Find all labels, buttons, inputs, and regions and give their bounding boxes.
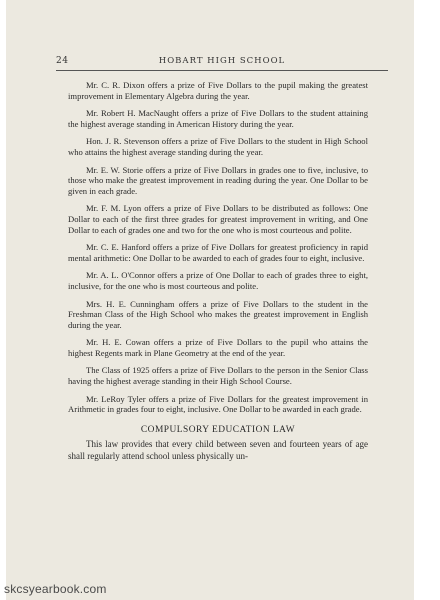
page-header xyxy=(56,56,388,70)
prize-paragraph: Hon. J. R. Stevenson offers a prize of Five Dollars to the student in High School who attains the highest average standing during the year. xyxy=(68,136,368,157)
page-number: 24 xyxy=(56,56,69,66)
body-text xyxy=(68,80,368,469)
prize-paragraph: Mr. Robert H. MacNaught offers a prize of Five Dollars to the student attaining the highest average standing in American History during the year. xyxy=(68,108,368,129)
watermark-text: skcsyearbook.com xyxy=(4,582,107,596)
prize-paragraph: The Class of 1925 offers a prize of Five Dollars to the person in the Senior Class having the highest average standing in their High School Course. xyxy=(68,365,368,387)
prize-paragraph: Mr. A. L. O'Connor offers a prize of One Dollar to each of grades three to eight, inclusive, for the one who is most courteous and polite. xyxy=(68,270,368,291)
yearbook-page xyxy=(6,0,414,600)
prize-paragraph: Mr. C. R. Dixon offers a prize of Five Dollars to the pupil making the greatest improvement in Elementary Algebra during the year. xyxy=(68,80,368,101)
header-rule xyxy=(56,70,388,71)
prize-paragraph: Mr. E. W. Storie offers a prize of Five Dollars in grades one to five, inclusive, to those who make the greatest improvement in reading during the year. One Dollar to be given in each grade. xyxy=(68,164,368,196)
running-head: HOBART HIGH SCHOOL xyxy=(158,56,286,66)
prize-paragraph: Mr. F. M. Lyon offers a prize of Five Dollars to be distributed as follows: One Dollar to each of the first three grades for greatest improvement in writing, and One Dollar to each of grades one and two for the one who is most courteous and polite. xyxy=(68,203,368,235)
section-title: COMPULSORY EDUCATION LAW xyxy=(140,424,296,435)
section-paragraph: This law provides that every child between seven and fourteen years of age shall regularly attend school unless physically un- xyxy=(68,439,368,461)
prize-paragraph: Mr. H. E. Cowan offers a prize of Five Dollars to the pupil who attains the highest Regents mark in Plane Geometry at the end of the year. xyxy=(68,337,368,358)
prize-paragraph: Mr. C. E. Hanford offers a prize of Five Dollars for greatest proficiency in rapid mental arithmetic: One Dollar to be awarded to each of grades four to eight, inclusive. xyxy=(68,242,368,263)
prize-paragraph: Mrs. H. E. Cunningham offers a prize of Five Dollars to the student in the Freshman Class of the High School who makes the greatest improvement in English during the year. xyxy=(68,298,368,330)
prize-paragraph: Mr. LeRoy Tyler offers a prize of Five Dollars for the greatest improvement in Arithmetic in grades four to eight, inclusive. One Dollar to be awarded in each grade. xyxy=(68,393,368,415)
